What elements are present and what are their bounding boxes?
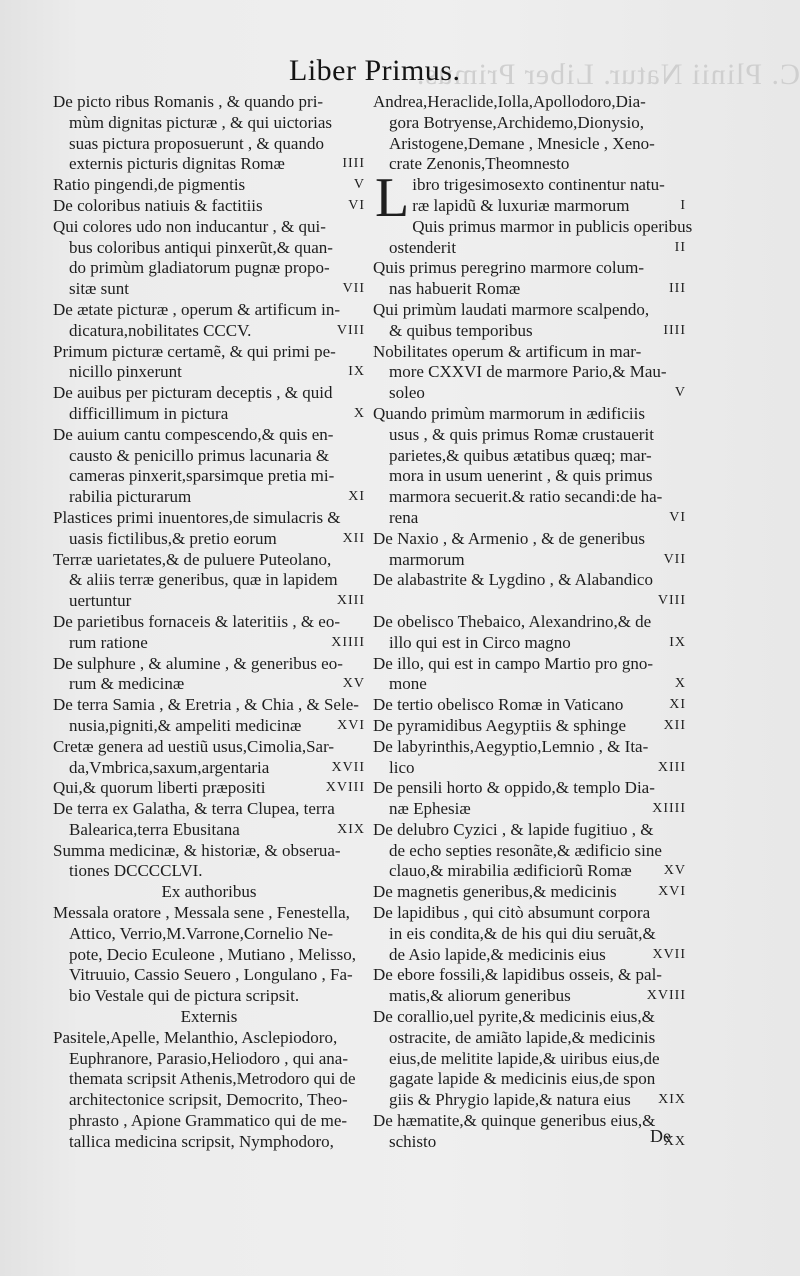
entry-line-row: [53, 716, 365, 737]
entry-line: ostenderit: [389, 237, 457, 257]
entry-line-row: [53, 758, 365, 779]
entry-line: De terra Samia , & Eretria , & Chia , & Sele-: [53, 695, 359, 715]
entry-line-row: [53, 404, 365, 425]
index-entry: [373, 612, 686, 654]
entry-line-row: [53, 1090, 365, 1111]
index-entry: [373, 404, 686, 529]
right-entries: [373, 216, 693, 1153]
entry-line-row: [373, 841, 686, 862]
entry-line: marmorum: [389, 549, 465, 569]
page-title: Liber Primus.: [289, 54, 461, 87]
entry-line: difficillimum in pictura: [69, 403, 229, 423]
entry-number: XIX: [658, 1092, 686, 1108]
bleed-through-text: C. Plinii Natur. Liber Primus.: [415, 58, 800, 91]
entry-number: XVIII: [646, 988, 686, 1004]
entry-line-row: [53, 570, 365, 591]
entry-line: næ Ephesiæ: [389, 799, 471, 819]
entry-line-row: [53, 425, 365, 446]
entry-line: usus , & quis primus Romæ crustauerit: [389, 424, 654, 444]
entry-line-row: [373, 466, 686, 487]
entry-line: suas pictura proposuerunt , & quando: [69, 133, 324, 153]
entry-number: XVIII: [325, 780, 365, 796]
entry-line: Aristogene,Demane , Mnesicle , Xeno-: [389, 133, 655, 153]
entry-line-row: [53, 945, 365, 966]
entry-line: pote, Decio Eculeone , Mutiano , Melisso,: [69, 944, 357, 964]
entry-line: De lapidibus , qui citò absumunt corpora: [373, 903, 651, 923]
index-entry: [53, 300, 365, 342]
entry-line-row: [53, 466, 365, 487]
entry-line: rum & medicinæ: [69, 674, 185, 694]
entry-line-row: [53, 695, 365, 716]
entry-line-row: [53, 633, 365, 654]
entry-line-row: [53, 321, 365, 342]
entry-number: VII: [663, 551, 686, 567]
entry-line: marmora secuerit.& ratio secandi:de ha-: [389, 487, 663, 507]
entry-line: Qui primùm laudati marmore scalpendo,: [373, 299, 650, 319]
entry-line: ostracite, de amiãto lapide,& medicinis: [389, 1027, 656, 1047]
index-entry: [373, 882, 686, 903]
entry-line-row: [53, 1049, 365, 1070]
index-entry: [53, 654, 365, 696]
entry-line: more CXXVI de marmore Pario,& Mau-: [389, 362, 667, 382]
entry-line: bus coloribus antiqui pinxerũt,& quan-: [69, 237, 333, 257]
entry-line-row: [53, 841, 365, 862]
entry-line-row: [53, 362, 365, 383]
entry-line: mone: [389, 674, 427, 694]
entry-line: mùm dignitas picturæ , & qui uictorias: [69, 112, 333, 132]
entry-number: XI: [669, 697, 686, 713]
entry-line-row: [373, 550, 686, 571]
entry-number: VIII: [657, 593, 686, 609]
index-entry: [373, 300, 686, 342]
entry-line: nusia,pigniti,& ampeliti medicinæ: [69, 715, 302, 735]
entry-line: De auium cantu compescendo,& quis en-: [53, 424, 334, 444]
entry-line-row: [373, 487, 686, 508]
entry-line: Terræ uarietates,& de puluere Puteolano,: [53, 549, 332, 569]
entry-line-row: [373, 903, 686, 924]
entry-line: rum ratione: [69, 632, 148, 652]
entry-line-row: [53, 196, 365, 217]
entry-line-row: [53, 113, 365, 134]
entry-line: De sulphure , & alumine , & generibus eo-: [53, 653, 343, 673]
entry-line-row: [373, 1132, 686, 1153]
entry-line-row: [53, 654, 365, 675]
entry-number: XVII: [652, 946, 686, 962]
entry-line: do primùm gladiatorum pugnæ propo-: [69, 258, 330, 278]
entry-line-row: [373, 383, 686, 404]
entry-line: parietes,& quibus ætatibus quæq; mar-: [389, 445, 652, 465]
entry-line: De labyrinthis,Aegyptio,Lemnio , & Ita-: [373, 736, 649, 756]
entry-line: themata scripsit Athenis,Metrodoro qui de: [69, 1069, 356, 1089]
entry-line-row: [53, 175, 365, 196]
entry-line-row: [53, 924, 365, 945]
index-entry: [373, 529, 686, 571]
entry-line-row: [53, 342, 365, 363]
entry-line-row: [373, 882, 686, 903]
right-column-continuation: [373, 92, 686, 175]
entry-line: crate Zenonis,Theomnesto: [389, 154, 570, 174]
entry-line: De tertio obelisco Romæ in Vaticano: [373, 695, 624, 715]
entry-line: Quando primùm marmorum in ædificiis: [373, 403, 645, 423]
entry-line-row: [373, 633, 686, 654]
entry-line: illo qui est in Circo magno: [389, 632, 571, 652]
entry-line-row: [373, 258, 686, 279]
entry-line: De pyramidibus Aegyptiis & sphinge: [373, 715, 627, 735]
entry-line: Pasitele,Apelle, Melanthio, Asclepiodoro,: [53, 1027, 338, 1047]
entry-number: V: [353, 177, 365, 193]
entry-line-row: [373, 654, 686, 675]
entry-line: Cretæ genera ad uestiũ usus,Cimolia,Sar-: [53, 736, 335, 756]
entry-line: Nobilitates operum & artificum in mar-: [373, 341, 642, 361]
entry-number: V: [674, 385, 686, 401]
entry-line-row: [53, 134, 365, 155]
entry-line: eius,de melitite lapide,& uiribus eius,de: [389, 1048, 660, 1068]
entry-line-row: [373, 529, 686, 550]
entry-line-row: [53, 487, 365, 508]
entry-line-row: [373, 113, 686, 134]
entry-line-row: [53, 1028, 365, 1049]
entry-line: De obelisco Thebaico, Alexandrino,& de: [373, 611, 652, 631]
entry-line-row: [373, 945, 686, 966]
entry-line-row: [373, 134, 686, 155]
entry-line: Summa medicinæ, & historiæ, & obserua-: [53, 840, 341, 860]
entry-line-row: [373, 695, 686, 716]
entry-line-row: [53, 737, 365, 758]
entry-number: XVI: [337, 717, 365, 733]
index-entry: [373, 965, 686, 1007]
entry-line: Quis primus peregrino marmore colum-: [373, 258, 644, 278]
entry-number: XIII: [657, 759, 686, 775]
entry-line: De ætate picturæ , operum & artificum in-: [53, 299, 341, 319]
entry-line-row: [373, 778, 686, 799]
entry-line: De pensili horto & oppido,& templo Dia-: [373, 778, 655, 798]
entry-line-row: [373, 820, 686, 841]
entry-line-row: [373, 591, 686, 612]
index-entry: [53, 425, 365, 508]
entry-number: VI: [669, 509, 686, 525]
entry-number: XIIII: [331, 634, 365, 650]
entry-line: rena: [389, 507, 419, 527]
index-entry: [53, 612, 365, 654]
entry-number: XI: [348, 489, 365, 505]
entry-line-row: [53, 591, 365, 612]
entry-line: De terra ex Galatha, & terra Clupea, terra: [53, 799, 335, 819]
entry-number: II: [674, 239, 686, 255]
entry-line: De ebore fossili,& lapidibus osseis, & pal-: [373, 965, 662, 985]
index-entry: [373, 1111, 686, 1153]
entry-line-row: [373, 425, 686, 446]
index-entry: [53, 550, 365, 612]
entry-line-row: [373, 279, 686, 300]
entry-line-row: [373, 362, 686, 383]
entry-line-row: [53, 217, 365, 238]
index-entry: [53, 217, 365, 300]
entry-line: gora Botryense,Archidemo,Dionysio,: [389, 112, 644, 132]
entry-line-row: [53, 965, 365, 986]
entry-line: tallica medicina scripsit, Nymphodoro,: [69, 1131, 334, 1151]
entry-line: De picto ribus Romanis , & quando pri-: [53, 92, 324, 111]
entry-line-row: [373, 238, 686, 259]
index-entry: [53, 196, 365, 217]
index-entry: [373, 820, 686, 882]
index-entry: [373, 778, 686, 820]
entry-number: III: [669, 281, 686, 297]
entry-line: de Asio lapide,& medicinis eius: [389, 944, 606, 964]
entry-line-row: [412, 216, 693, 238]
entry-number: VII: [342, 281, 365, 297]
entry-number: XV: [663, 863, 686, 879]
entry-line-row: [373, 799, 686, 820]
entry-number: XVII: [331, 759, 365, 775]
entry-line-row: [373, 861, 686, 882]
entry-line: phrasto , Apione Grammatico qui de me-: [69, 1111, 348, 1131]
entry-line-row: [373, 154, 686, 175]
entry-line-row: [373, 965, 686, 986]
entry-line: bio Vestale qui de pictura scripsit.: [69, 986, 300, 1006]
entry-line: soleo: [389, 383, 425, 403]
entry-line-row: [373, 508, 686, 529]
entry-number: XV: [342, 676, 365, 692]
entry-line-row: [53, 508, 365, 529]
entry-line: mora in usum uenerint , & quis primus: [389, 466, 653, 486]
entry-line: Plastices primi inuentores,de simulacris &: [53, 507, 341, 527]
index-entry: [53, 175, 365, 196]
catchword: De: [650, 1126, 671, 1146]
entry-number: XII: [342, 530, 365, 546]
entry-line: schisto: [389, 1131, 437, 1151]
entry-number: XX: [663, 1133, 686, 1149]
entry-line: De magnetis generibus,& medicinis: [373, 882, 617, 902]
entry-line-row: [373, 674, 686, 695]
index-entry: [53, 778, 365, 799]
entry-line: De illo, qui est in campo Martio pro gno-: [373, 653, 653, 673]
entry-line-row: [53, 529, 365, 550]
entry-line: Vitruuio, Cassio Seuero , Longulano , Fa-: [69, 965, 353, 985]
entry-line: De alabastrite & Lygdino , & Alabandico: [373, 570, 653, 590]
entry-line-row: [53, 986, 365, 1007]
entry-line: De parietibus fornaceis & lateritiis , & eo-: [53, 611, 341, 631]
entry-line-row: [373, 716, 686, 737]
intro-line: ibro trigesimosexto continentur natu-: [412, 175, 665, 195]
entry-line-row: [53, 154, 365, 175]
index-entry: [53, 508, 365, 550]
entry-line-row: [373, 1007, 686, 1028]
entry-line: externis picturis dignitas Romæ: [69, 154, 285, 174]
entry-number: X: [674, 676, 686, 692]
entry-number: IIII: [663, 322, 686, 338]
entry-line-row: [53, 612, 365, 633]
entry-number: VIII: [336, 322, 365, 338]
entry-line-row: [53, 446, 365, 467]
entry-line: Attico, Verrio,M.Varrone,Cornelio Ne-: [69, 923, 334, 943]
entry-line-row: [53, 1069, 365, 1090]
entry-line: Andrea,Heraclide,Iolla,Apollodoro,Dia-: [373, 92, 646, 111]
entry-line: da,Vmbrica,saxum,argentaria: [69, 757, 270, 777]
entry-line: uasis fictilibus,& pretio eorum: [69, 528, 277, 548]
entry-line: De coloribus natiuis & factitiis: [53, 195, 263, 215]
entry-line-row: [373, 1069, 686, 1090]
entry-line-row: [373, 737, 686, 758]
entry-line-row: [53, 861, 365, 882]
entry-number: X: [353, 405, 365, 421]
entry-number: VI: [348, 197, 365, 213]
entry-line: nicillo pinxerunt: [69, 362, 182, 382]
entry-number: IX: [348, 364, 365, 380]
entry-line: Messala oratore , Messala sene , Fenestella,: [53, 903, 350, 923]
entry-line: De hæmatite,& quinque generibus eius,&: [373, 1111, 656, 1131]
entry-line: lico: [389, 757, 415, 777]
entry-line-row: [373, 404, 686, 425]
entry-line: matis,& aliorum generibus: [389, 986, 571, 1006]
entry-number: XII: [663, 717, 686, 733]
intro-line: ræ lapidũ & luxuriæ marmorum: [412, 195, 630, 215]
index-entry: [373, 654, 686, 696]
entry-line: Primum picturæ certamẽ, & qui primi pe-: [53, 341, 336, 361]
entry-line: cameras pinxerit,sparsimque pretia mi-: [69, 466, 335, 486]
index-entry: [373, 258, 686, 300]
entry-line: Qui,& quorum liberti præpositi: [53, 778, 266, 798]
entry-line-row: [373, 92, 686, 113]
entry-number: IIII: [342, 156, 365, 172]
entry-line: architectonice scripsit, Democrito, Theo-: [69, 1090, 348, 1110]
entry-line: gagate lapide & medicinis eius,de spon: [389, 1069, 656, 1089]
entry-line-row: [53, 778, 365, 799]
entry-line-row: [53, 92, 365, 113]
index-entry: [373, 903, 686, 965]
index-entry: [53, 799, 365, 841]
index-entry: [373, 695, 686, 716]
entry-line-row: [53, 279, 365, 300]
index-entry: [373, 737, 686, 779]
entry-line-row: [53, 550, 365, 571]
drop-cap: L: [375, 167, 410, 230]
entry-line: Euphranore, Parasio,Heliodoro , qui ana-: [69, 1048, 348, 1068]
entry-line: tiones DCCCCLVI.: [69, 861, 203, 881]
entry-number: XIX: [337, 821, 365, 837]
entry-number: I: [680, 197, 686, 213]
entry-line-row: [373, 758, 686, 779]
entry-line-row: [373, 300, 686, 321]
entry-line-row: [373, 446, 686, 467]
entry-number: XIII: [336, 593, 365, 609]
index-entry: [373, 342, 686, 404]
entry-line-row: [373, 612, 686, 633]
index-entry: [53, 1028, 365, 1153]
entry-line-row: [53, 820, 365, 841]
left-column: [53, 92, 365, 1153]
section-heading: Ex authoribus: [161, 882, 257, 902]
index-entry: [53, 737, 365, 779]
entry-line: De Naxio , & Armenio , & de generibus: [373, 528, 645, 548]
right-column: [373, 92, 693, 1153]
entry-line: uertuntur: [69, 591, 132, 611]
entry-line-row: [53, 258, 365, 279]
index-entry: [373, 716, 686, 737]
entry-line: Qui colores udo non inducantur , & qui-: [53, 216, 326, 236]
index-entry: [53, 92, 365, 175]
entry-line-row: [373, 1028, 686, 1049]
section-heading: Externis: [180, 1007, 238, 1027]
entry-line: De corallio,uel pyrite,& medicinis eius,&: [373, 1007, 655, 1027]
index-entry: [53, 841, 365, 883]
entry-line-row: [53, 1111, 365, 1132]
entry-line: de echo septies resonãte,& ædificio sine: [389, 840, 662, 860]
index-entry: [373, 1007, 686, 1111]
entry-line: clauo,& mirabilia ædificiorũ Romæ: [389, 861, 632, 881]
entry-line-row: [373, 342, 686, 363]
entry-line-row: [53, 674, 365, 695]
entry-number: XIIII: [652, 801, 686, 817]
entry-line-row: [373, 1090, 686, 1111]
index-entry: [373, 216, 693, 259]
entry-line-row: [53, 238, 365, 259]
entry-line: sitæ sunt: [69, 279, 129, 299]
entry-line: dicatura,nobilitates CCCV.: [69, 320, 252, 340]
entry-line-row: [373, 1111, 686, 1132]
entry-line: Ratio pingendi,de pigmentis: [53, 175, 246, 195]
entry-line: De delubro Cyzici , & lapide fugitiuo , &: [373, 819, 654, 839]
entry-line-row: [53, 799, 365, 820]
entry-number: IX: [669, 634, 686, 650]
entry-line: & quibus temporibus: [389, 320, 533, 340]
entry-number: XVI: [658, 884, 686, 900]
entry-line: & aliis terræ generibus, quæ in lapidem: [69, 570, 338, 590]
entry-line-row: [53, 383, 365, 404]
entry-line: rabilia picturarum: [69, 487, 192, 507]
entry-line-row: [373, 570, 686, 591]
index-entry: [53, 342, 365, 384]
index-entry: [53, 903, 365, 1007]
entry-line-row: [53, 903, 365, 924]
entry-line: De auibus per picturam deceptis , & quid: [53, 383, 333, 403]
entry-line: nas habuerit Romæ: [389, 279, 521, 299]
entry-line: in eis condita,& de his qui diu seruãt,&: [389, 923, 656, 943]
index-entry: [373, 570, 686, 612]
entry-line-row: [53, 1132, 365, 1153]
entry-line: giis & Phrygio lapide,& natura eius: [389, 1090, 631, 1110]
entry-line-row: [373, 986, 686, 1007]
index-entry: [53, 383, 365, 425]
entry-line: Quis primus marmor in publicis operibus: [412, 216, 693, 236]
entry-line-row: [373, 1049, 686, 1070]
entry-line-row: [373, 321, 686, 342]
index-entry: [53, 695, 365, 737]
entry-line: Balearica,terra Ebusitana: [69, 819, 240, 839]
entry-line: causto & penicillo primus lacunaria &: [69, 445, 330, 465]
entry-line-row: [53, 300, 365, 321]
entry-line-row: [373, 924, 686, 945]
